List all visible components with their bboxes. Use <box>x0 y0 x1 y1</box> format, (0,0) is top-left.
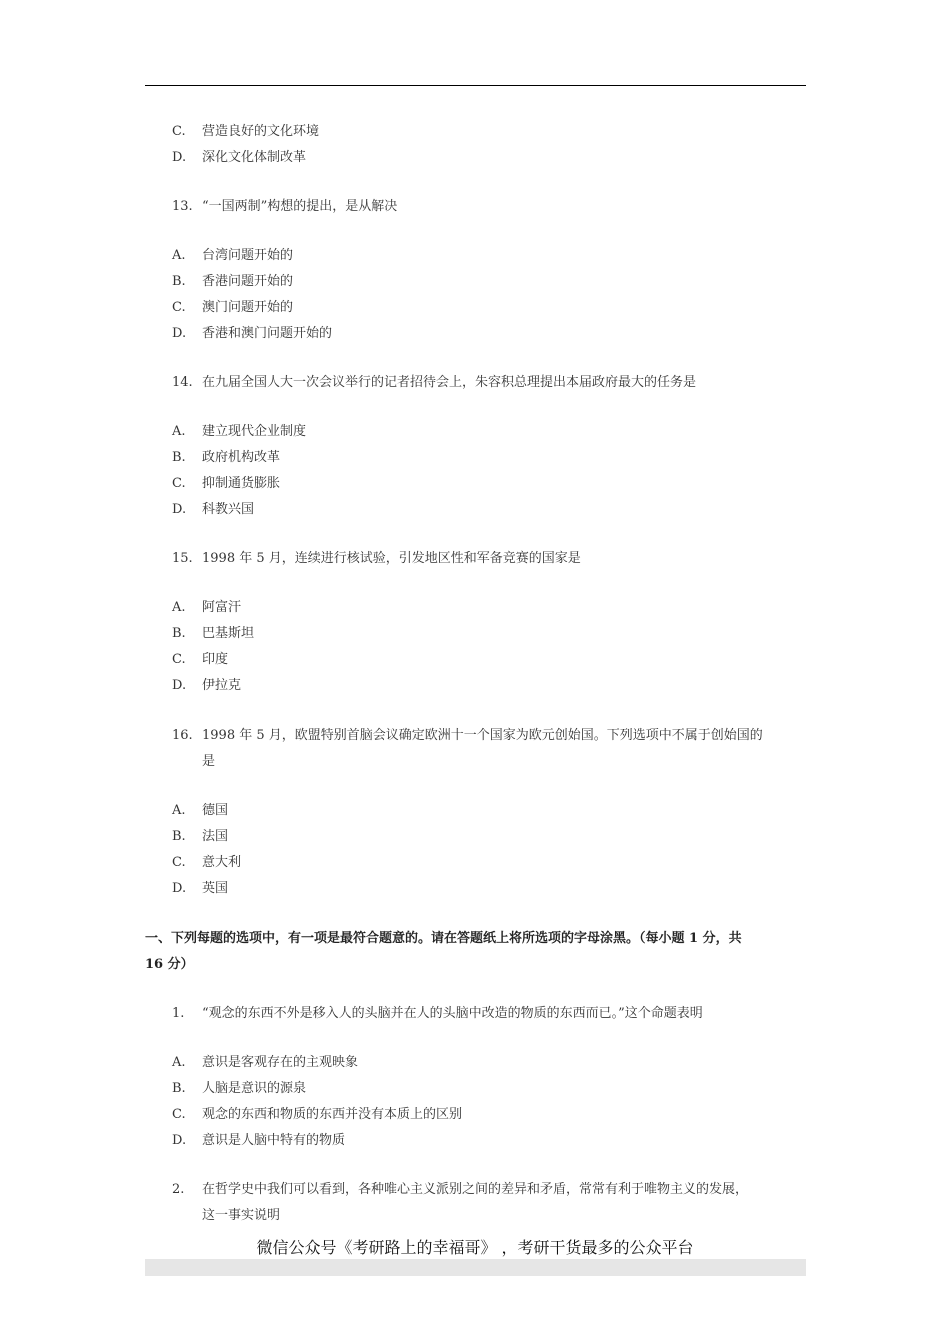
option-text: 政府机构改革 <box>202 450 281 465</box>
question-number: 15. <box>172 551 193 566</box>
option-label: A. <box>172 803 186 818</box>
option-label: D. <box>172 881 187 896</box>
option-label: D. <box>172 326 187 341</box>
option-label: B. <box>172 450 186 465</box>
question-text: “观念的东西不外是移入人的头脑并在人的头脑中改造的物质的东西而已。”这个命题表明 <box>202 1006 703 1021</box>
option-label: D. <box>172 502 187 517</box>
question-number: 16. <box>172 728 193 743</box>
footer-bar <box>145 1259 806 1276</box>
option-text: 台湾问题开始的 <box>202 248 294 263</box>
option-label: B. <box>172 626 186 641</box>
section-heading: 一、下列每题的选项中，有一项是最符合题意的。请在答题纸上将所选项的字母涂黑。（每小题 1 分，共 <box>145 931 742 946</box>
question-text: 1998 年 5 月，欧盟特别首脑会议确定欧洲十一个国家为欧元创始国。下列选项中不属于创始国的 <box>202 728 763 743</box>
option-label: A. <box>172 424 186 439</box>
option-text: 澳门问题开始的 <box>202 300 294 315</box>
question-text: “一国两制”构想的提出，是从解决 <box>202 199 398 214</box>
question-number: 14. <box>172 375 193 390</box>
section-heading-cont: 16 分） <box>145 957 194 972</box>
footer-promo-text: 微信公众号《考研路上的幸福哥》 ，考研干货最多的公众平台 <box>256 1238 694 1257</box>
option-text: 法国 <box>202 829 229 844</box>
question-text: 这一事实说明 <box>202 1208 281 1223</box>
question-text: 1998 年 5 月，连续进行核试验，引发地区性和军备竞赛的国家是 <box>202 551 581 566</box>
option-label: A. <box>172 1055 186 1070</box>
option-text: 意识是人脑中特有的物质 <box>202 1133 346 1148</box>
question-number: 1. <box>172 1006 185 1021</box>
option-label: C. <box>172 476 186 491</box>
option-text: 建立现代企业制度 <box>202 424 307 439</box>
option-text: 意大利 <box>202 855 242 870</box>
question-text: 在哲学史中我们可以看到，各种唯心主义派别之间的差异和矛盾，常常有利于唯物主义的发展， <box>202 1182 749 1197</box>
option-label: D. <box>172 150 187 165</box>
header-rule <box>145 85 806 86</box>
question-number: 13. <box>172 199 193 214</box>
option-label: C. <box>172 1107 186 1122</box>
option-label: C. <box>172 855 186 870</box>
option-text: 科教兴国 <box>202 502 255 517</box>
option-text: 巴基斯坦 <box>202 626 255 641</box>
option-text: 抑制通货膨胀 <box>202 476 281 491</box>
option-label: B. <box>172 829 186 844</box>
option-label: C. <box>172 652 186 667</box>
option-text: 营造良好的文化环境 <box>202 124 320 139</box>
option-text: 阿富汗 <box>202 600 242 615</box>
option-label: B. <box>172 1081 186 1096</box>
option-text: 德国 <box>202 803 229 818</box>
option-text: 人脑是意识的源泉 <box>202 1081 307 1096</box>
option-label: A. <box>172 600 186 615</box>
option-text: 英国 <box>202 881 229 896</box>
option-text: 香港问题开始的 <box>202 274 294 289</box>
option-label: D. <box>172 1133 187 1148</box>
option-label: D. <box>172 678 187 693</box>
option-label: C. <box>172 124 186 139</box>
option-label: B. <box>172 274 186 289</box>
option-text: 印度 <box>202 652 229 667</box>
question-text: 是 <box>202 754 216 769</box>
question-text: 在九届全国人大一次会议举行的记者招待会上，朱容积总理提出本届政府最大的任务是 <box>202 375 697 390</box>
question-number: 2. <box>172 1182 185 1197</box>
option-text: 观念的东西和物质的东西并没有本质上的区别 <box>202 1107 463 1122</box>
option-label: A. <box>172 248 186 263</box>
option-text: 深化文化体制改革 <box>202 150 307 165</box>
option-text: 意识是客观存在的主观映象 <box>202 1055 359 1070</box>
option-text: 香港和澳门问题开始的 <box>202 326 333 341</box>
option-text: 伊拉克 <box>202 678 242 693</box>
option-label: C. <box>172 300 186 315</box>
